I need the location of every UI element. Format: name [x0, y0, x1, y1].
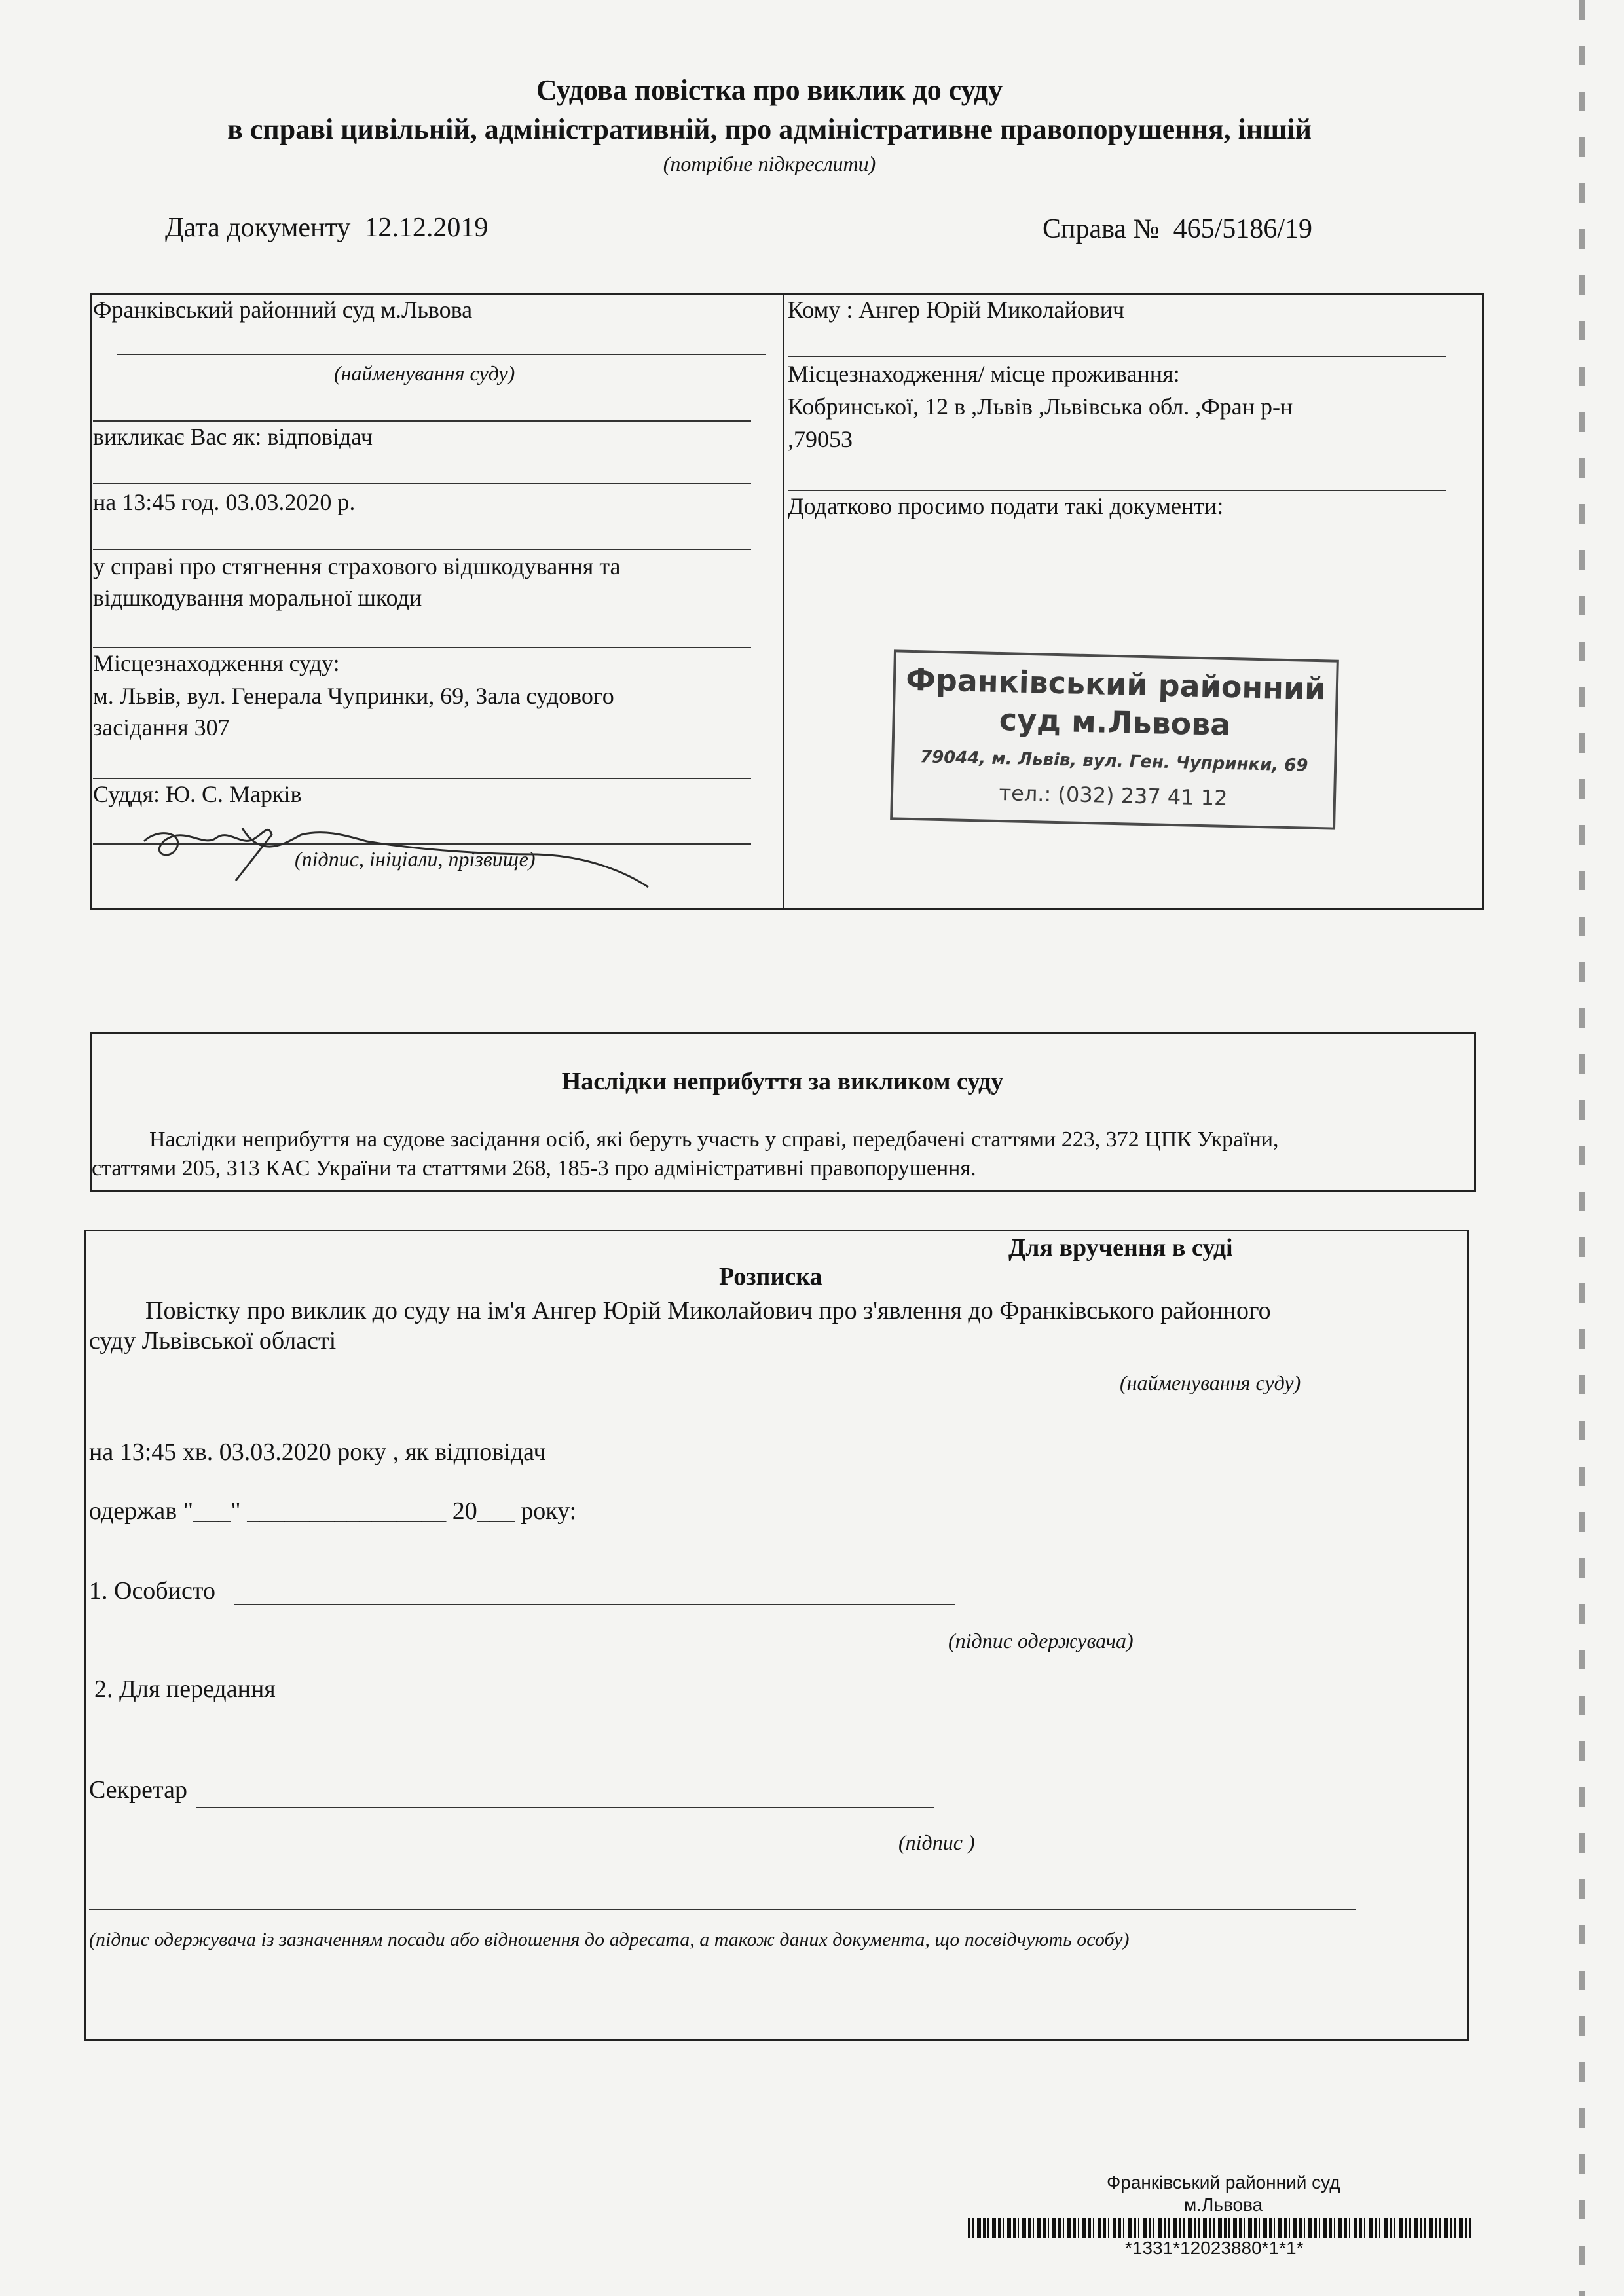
- doc-date-value: 12.12.2019: [364, 213, 489, 243]
- stamp-line-2: суд м.Львова: [999, 702, 1232, 743]
- personally-label: 1. Особисто: [89, 1577, 215, 1605]
- court-location-line-2: засідання 307: [93, 714, 230, 740]
- court-name: Франківський районний суд м.Львова: [93, 297, 473, 323]
- case-number-label: Справа №: [1043, 214, 1160, 244]
- address-line-2: ,79053: [788, 426, 853, 452]
- recipient-signature-note: (підпис одержувача): [948, 1629, 1134, 1652]
- divider-line: [93, 549, 751, 550]
- secretary-signature-note: (підпис ): [898, 1831, 975, 1854]
- divider-line: [788, 356, 1446, 357]
- barcode-code: *1331*12023880*1*1*: [1125, 2238, 1304, 2258]
- secretary-signature-line: [196, 1807, 934, 1808]
- hearing-time: на 13:45 год. 03.03.2020 р.: [93, 489, 356, 515]
- case-number-value: 465/5186/19: [1173, 214, 1312, 244]
- extra-documents: Додатково просимо подати такі документи:: [788, 493, 1224, 519]
- signature-note: (підпис, ініціали, прізвище): [295, 847, 536, 871]
- divider-line: [93, 778, 751, 779]
- consequences-title: Наслідки неприбуття за викликом суду: [561, 1068, 1004, 1095]
- receipt-line-1: Повістку про виклик до суду на ім'я Ангер Юрій Миколайович про з'явлення до Франківського районного: [145, 1297, 1271, 1324]
- receipt-time: на 13:45 хв. 03.03.2020 року , як відповідач: [89, 1438, 546, 1466]
- court-name-note: (найменування суду): [334, 361, 515, 385]
- received-date-line: одержав "___" ________________ 20___ року:: [89, 1497, 577, 1525]
- title-line-1: Судова повістка про виклик до суду: [536, 74, 1003, 106]
- divider-line: [93, 647, 751, 648]
- secretary-label: Секретар: [89, 1776, 187, 1804]
- for-transfer-label: 2. Для передання: [94, 1675, 276, 1703]
- receipt-line-2: суду Львівської області: [89, 1327, 337, 1355]
- receipt-footer-note: (підпис одержувача із зазначенням посади або відношення до адресата, а також даних документа, що посвідчують особу): [89, 1929, 1130, 1950]
- personally-signature-line: [234, 1604, 955, 1605]
- title-line-2: в справі цивільній, адміністративній, про адміністративне правопорушення, іншій: [227, 113, 1312, 145]
- divider-line: [788, 490, 1446, 491]
- doc-date-label: Дата документу: [165, 213, 351, 243]
- barcode-court-line-1: Франківський районний суд: [1107, 2172, 1340, 2193]
- summons-as: викликає Вас як: відповідач: [93, 424, 373, 450]
- stamp-line-1: Франківський районний: [905, 661, 1327, 707]
- divider-line: [93, 483, 751, 484]
- barcode-court-line-2: м.Львова: [1184, 2195, 1263, 2215]
- address-line-1: Кобринської, 12 в ,Львів ,Львівська обл. ,Фран р-н: [788, 393, 1293, 420]
- title-note: (потрібне підкреслити): [663, 152, 876, 175]
- stamp-line-3: 79044, м. Львів, вул. Ген. Чупринки, 69: [919, 747, 1308, 776]
- for-delivery-label: Для вручення в суді: [1008, 1234, 1233, 1262]
- court-stamp: [890, 649, 1339, 829]
- divider-line: [93, 420, 751, 422]
- address-label: Місцезнаходження/ місце проживання:: [788, 361, 1180, 387]
- judge-signature: [131, 802, 655, 894]
- stamp-line-4: тел.: (032) 237 41 12: [999, 780, 1228, 811]
- doc-date: [165, 212, 488, 244]
- judge-name: Суддя: Ю. С. Марків: [93, 781, 302, 807]
- scan-edge-artifact: [1579, 0, 1585, 2296]
- consequences-text-line-1: Наслідки неприбуття на судове засідання осіб, які беруть участь у справі, передбачені статтями 223, 372 ЦПК України,: [149, 1127, 1279, 1152]
- receipt-title: Розписка: [719, 1263, 822, 1290]
- barcode: [968, 2218, 1472, 2238]
- consequences-text-line-2: статтями 205, 313 КАС України та статтями 268, 185-3 про адміністративні правопорушення.: [92, 1156, 976, 1180]
- recipient: Кому : Ангер Юрій Миколайович: [788, 297, 1125, 323]
- case-subject-line-2: відшкодування моральної шкоди: [93, 585, 422, 611]
- receipt-court-note: (найменування суду): [1120, 1371, 1301, 1394]
- case-number: [1043, 213, 1312, 245]
- court-name-underline: [117, 354, 766, 355]
- court-location-line-1: м. Львів, вул. Генерала Чупринки, 69, Зала судового: [93, 683, 614, 709]
- recipient-details-line: [89, 1909, 1356, 1910]
- case-subject-line-1: у справі про стягнення страхового відшкодування та: [93, 553, 621, 579]
- court-location-label: Місцезнаходження суду:: [93, 650, 340, 676]
- summons-divider: [783, 293, 784, 910]
